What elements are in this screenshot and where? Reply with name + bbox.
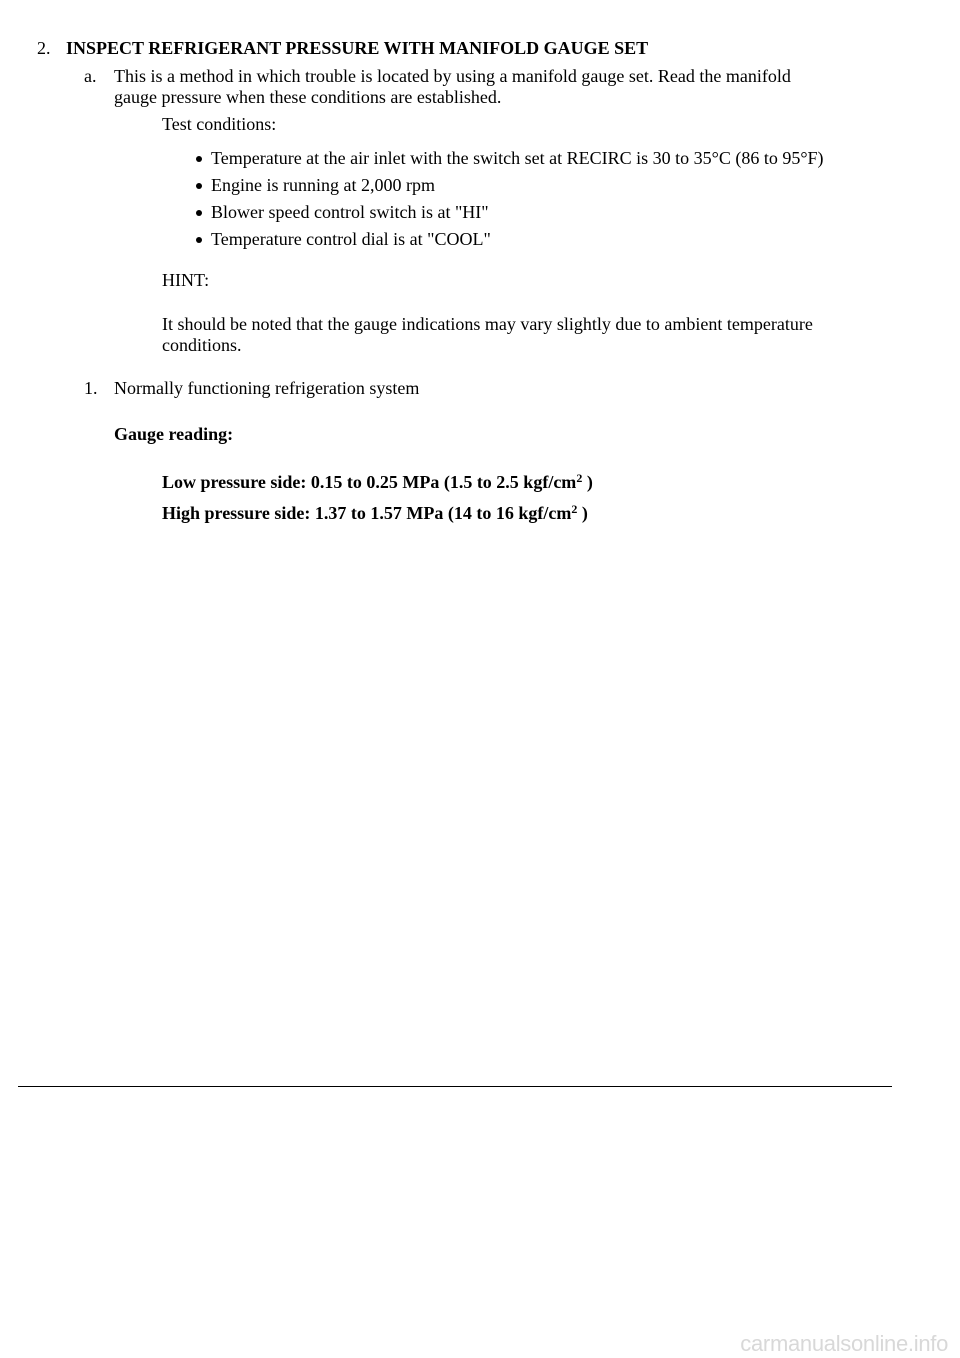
step-a-line-2: gauge pressure when these conditions are established. bbox=[114, 87, 502, 107]
high-pressure-exponent: 2 bbox=[571, 502, 578, 516]
test-conditions-heading: Test conditions: bbox=[162, 114, 277, 134]
hint-line-1: It should be noted that the gauge indications may vary slightly due to ambient temperature bbox=[162, 314, 813, 334]
section-title: INSPECT REFRIGERANT PRESSURE WITH MANIFOLD GAUGE SET bbox=[66, 38, 649, 58]
low-pressure-exponent: 2 bbox=[576, 471, 583, 485]
step-a-line-1: This is a method in which trouble is located by using a manifold gauge set. Read the manifold bbox=[114, 66, 791, 86]
bullet-icon bbox=[196, 156, 202, 162]
low-pressure-close: ) bbox=[582, 472, 593, 492]
list-item-text: Temperature control dial is at "COOL" bbox=[211, 229, 491, 249]
low-pressure-text: Low pressure side: 0.15 to 0.25 MPa (1.5 to 2.5 kgf/cm bbox=[162, 472, 577, 492]
page-divider bbox=[18, 1086, 892, 1087]
watermark: carmanualsonline.info bbox=[740, 1331, 948, 1356]
step-1-marker: 1. bbox=[84, 378, 98, 398]
step-a-marker: a. bbox=[84, 66, 97, 86]
hint-label: HINT: bbox=[162, 270, 210, 290]
bullet-icon bbox=[196, 183, 202, 189]
hint-line-2: conditions. bbox=[162, 335, 242, 355]
bullet-icon bbox=[196, 237, 202, 243]
list-item-text: Temperature at the air inlet with the switch set at RECIRC is 30 to 35°C (86 to 95°F) bbox=[211, 148, 824, 168]
list-item-text: Engine is running at 2,000 rpm bbox=[211, 175, 435, 195]
bullet-icon bbox=[196, 210, 202, 216]
high-pressure-text: High pressure side: 1.37 to 1.57 MPa (14 to 16 kgf/cm bbox=[162, 503, 572, 523]
high-pressure-close: ) bbox=[577, 503, 588, 523]
gauge-reading-heading: Gauge reading: bbox=[114, 424, 234, 444]
low-pressure-spec bbox=[162, 472, 593, 493]
high-pressure-spec bbox=[162, 503, 588, 524]
list-item-text: Blower speed control switch is at "HI" bbox=[211, 202, 489, 222]
step-1-text: Normally functioning refrigeration system bbox=[114, 378, 420, 398]
section-number: 2. bbox=[37, 38, 51, 58]
